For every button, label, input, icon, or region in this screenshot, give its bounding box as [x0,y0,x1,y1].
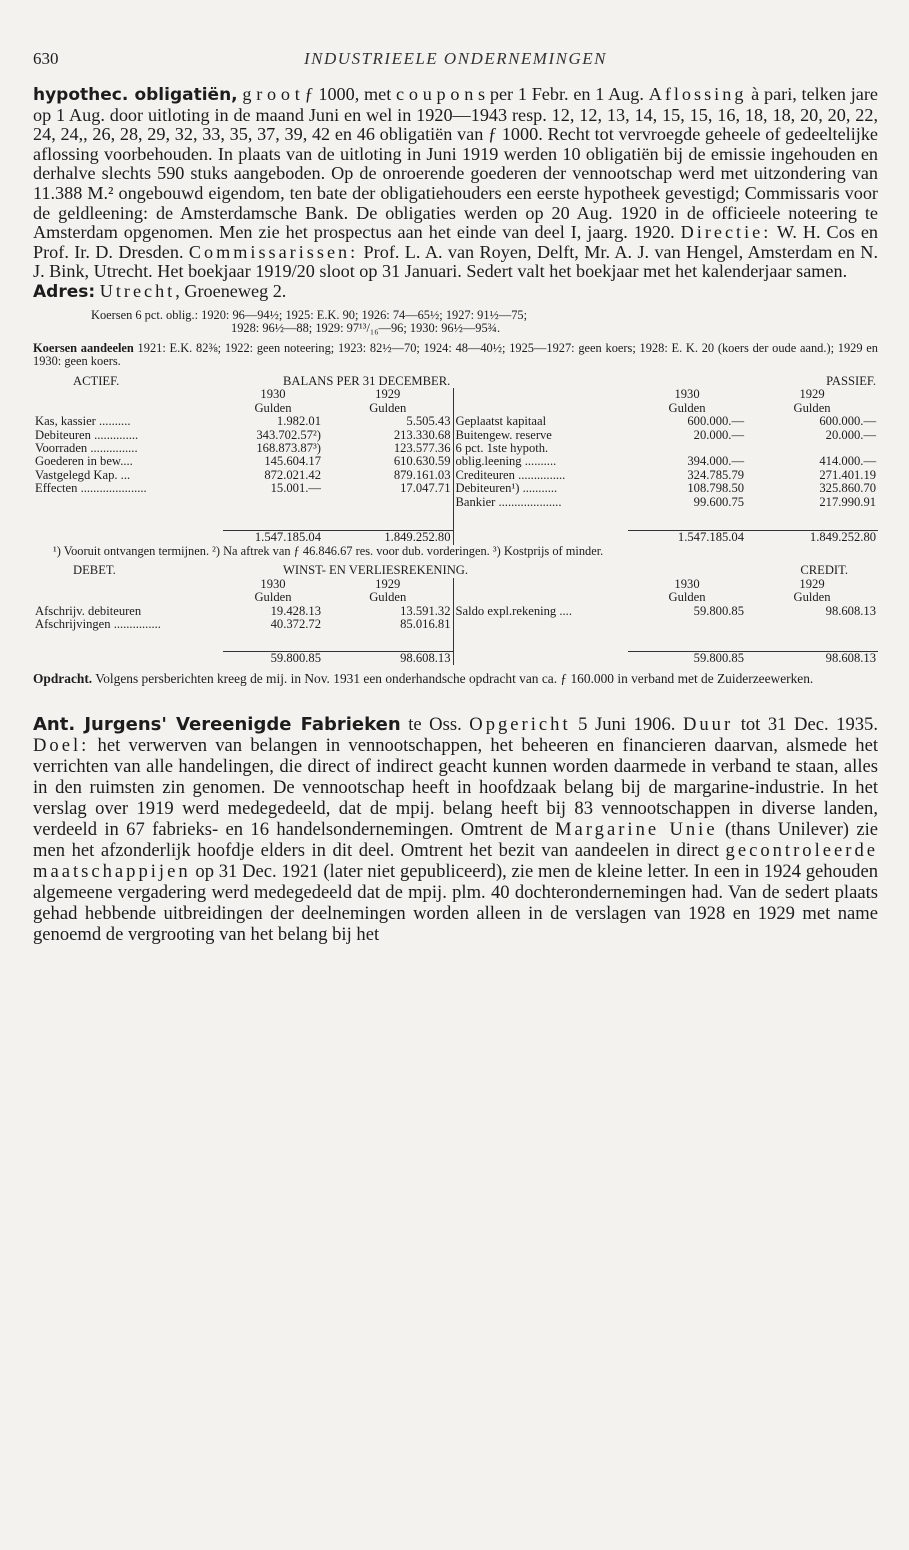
running-head [33,45,878,85]
koersen-obligaties: Koersen 6 pct. oblig.: 1920: 96—94½; 1925: E.K. 90; 1926: 74—65½; 1927: 91½—75; 1928: 96½—88; 1929: 97¹³/₁₆—96; 1930: 96½—95¾. [91,307,528,336]
jurgens-paragraph: Ant. Jurgens' Vereenigde Fabrieken te Oss. Opgericht 5 Juni 1906. Duur tot 31 Dec. 1935. Doel: het verwerven van belangen in vennootschappen, het beheeren en financieren daarvan, alsmede het verrichten van alle handelingen, die direct of indirect geacht kunnen worden daarmede in verband te staan, alles in den ruimsten zin genomen. De vennootschap heeft in hoofdzaak belang bij de margarine-industrie. In het verslag over 1919 werd medegedeeld, dat de mpij. belang heeft bij 83 vennootschappen in diverse landen, verdeeld in 67 fabrieks- en 16 handelsondernemingen. Omtrent de Margarine Unie (thans Unilever) zie men het afzonderlijk hoofdje elders in dit deel. Omtrent het bezit van aandeelen in direct gecontroleerde maatschappijen op 31 Dec. 1921 (later niet gepubliceerd), zie men de kleine letter. In een in 1924 gehouden algemeene vergadering werd medegedeeld dat de mpij. plm. 40 dochterondernemingen had. Van de sedert plaats gehad hebbende uitbreidingen der deelnemingen worden alleen in de verslagen van 1928 en 1929 met name genoemd de vergrooting van het belang bij het [33,714,878,946]
company-name: Ant. Jurgens' Vereenigde Fabrieken [33,714,401,736]
koersen-aandeelen: Koersen aandeelen 1921: E.K. 82⅜; 1922: geen noteering; 1923: 82½—70; 1924: 48—40½; 1925—1927: geen koers; 1928: E. K. 20 (koers der oude aand.); 1929 en 1930: geen koers. [33,340,879,369]
table-row: Debiteuren .............. 343.702.57²) 213.330.68 Buitengew. reserve 20.000.— 20.000.— [35,428,877,442]
table-row: Goederen in bew.... 145.604.17 610.630.59 oblig.leening .......... 394.000.— 414.000.— [35,455,877,469]
commissarissen-label: Commissarissen: [188,241,359,262]
balans-totals: 1.547.185.04 1.849.252.80 1.547.185.04 1.849.252.80 [33,531,878,545]
page-number: 630 [33,49,59,68]
adres-line: Adres: Utrecht, Groeneweg 2. [33,280,287,302]
adres-label: Adres: [33,281,96,302]
balans-title: BALANS PER 31 DECEMBER. [283,374,451,388]
table-row: Afschrijv. debiteuren 19.428.13 13.591.32 Saldo expl.rekening .... 59.800.85 98.608.13 [35,604,877,618]
opdracht-note: Opdracht. Volgens persberichten kreeg de mij. in Nov. 1931 een onderhandsche opdracht van ca. ƒ 160.000 in verband met de Zuiderzeewerken. [33,671,814,687]
directie-label: Directie: [680,222,772,243]
page [33,45,878,945]
table-row: Vastgelegd Kap. ... 872.021.42 879.161.03 Crediteuren ............... 324.785.79 271.401.19 [35,468,877,482]
aflossing-label: Aflossing [648,84,747,104]
winst-table: DEBET. WINST- EN VERLIESREKENING. CREDIT. 1930 1929 1930 1929 Gulden Gulden Gulden Gulden Afschrijv. debiteuren 19.428.13 13.591.32 Saldo expl.rekening .... 59.800.85 98.608.13 Afschrijvingen ............... 40.372.72 85.016.81 59.800.85 98.608.13 59.800.85 98.608.13 [35,564,877,665]
balans-table: ACTIEF. BALANS PER 31 DECEMBER. PASSIEF. 1930 1929 1930 1929 Gulden Gulden Gulden Gulden Kas, kassier .......... 1.982.01 5.505.43 Geplaatst kapitaal 600.000.— 600.000.— Debiteuren .............. 343.702.57²) 213.330.68 Buitengew. reserve 20.000.— 20.000.— Voorraden ............... 168.873.87³) 123.577.36 6 pct. 1ste hypoth. Goederen in bew.... 145.604.17 610.630.59 oblig.leening .......... 394.000.— 414.000.— Vastgelegd Kap. ... 872.021.42 879.161.03 Crediteuren ............... 324.785.79 271.401.19 Effecten ..................... 15.001.— 17.047.71 Debiteuren¹) ........... 108.798.50 325.860.70 Bankier .................... 99.600.75 217.990.91 1.547.185.04 1.849.252.80 1.547.185.04 1.849.252.80 [35,374,877,545]
table-row: Effecten ..................... 15.001.— 17.047.71 Debiteuren¹) ........... 108.798.50 325.860.70 [35,482,877,496]
running-title: INDUSTRIEELE ONDERNEMINGEN [304,49,607,68]
adres-city: Utrecht [99,280,176,301]
table-row: Afschrijvingen ............... 40.372.72 85.016.81 [33,618,878,631]
hypothec-paragraph: hypothec. obligatiën, g r o o t ƒ 1000, met c o u p o n s per 1 Febr. en 1 Aug. Aflossing à pari, telken jare op 1 Aug. door uitloting in de maand Juni en wel in 1920—1943 resp. 12, 12, 13, 14, 15, 15, 16, 18, 18, 20, 20, 22, 24, 24,, 26, 28, 29, 32, 33, 35, 37, 39, 42 en 46 obligatiën van ƒ 1000. Recht tot vervroegde geheele of gedeeltelijke aflossing voorbehouden. In plaats van de uitloting in Juni 1919 werden 10 obligatiën bij de emissie ingehouden en derhalve slechts 590 stuks aangeboden. Op de onroerende goederen der vennootschap werd met uitzondering van 11.388 M.² ongebouwd eigendom, ten bate der obligatiehouders een eerste hypotheek gevestigd; Commissaris voor de geldleening: de Amsterdamsche Bank. De obligaties werden op 20 Aug. 1920 in de officieele noteering te Amsterdam opgenomen. Men zie het prospectus aan het einde van deel I, jaarg. 1920. Directie: W. H. Cos en Prof. Ir. D. Dresden. Commissarissen: Prof. L. A. van Royen, Delft, Mr. A. J. van Hengel, Amsterdam en N. J. Bink, Utrecht. Het boekjaar 1919/20 sloot op 31 Januari. Sedert valt het boekjaar met het kalenderjaar samen. [33,84,878,282]
winst-title: WINST- EN VERLIESREKENING. [283,564,469,578]
balans-heading: ACTIEF. BALANS PER 31 DECEMBER. PASSIEF. [73,374,877,388]
section-lead: hypothec. obligatiën, [33,85,238,105]
table-row: Voorraden ............... 168.873.87³) 123.577.36 6 pct. 1ste hypoth. [33,442,878,455]
winst-totals: 59.800.85 98.608.13 59.800.85 98.608.13 [33,652,878,666]
winst-heading: DEBET. WINST- EN VERLIESREKENING. CREDIT. [73,564,849,578]
table-row: Bankier .................... 99.600.75 217.990.91 [33,496,878,509]
table-row: Kas, kassier .......... 1.982.01 5.505.43 Geplaatst kapitaal 600.000.— 600.000.— [35,415,877,429]
balans-footnotes: ¹) Vooruit ontvangen termijnen. ²) Na aftrek van ƒ 46.846.67 res. voor dub. vorderingen. ³) Kostprijs of minder. [53,543,604,558]
